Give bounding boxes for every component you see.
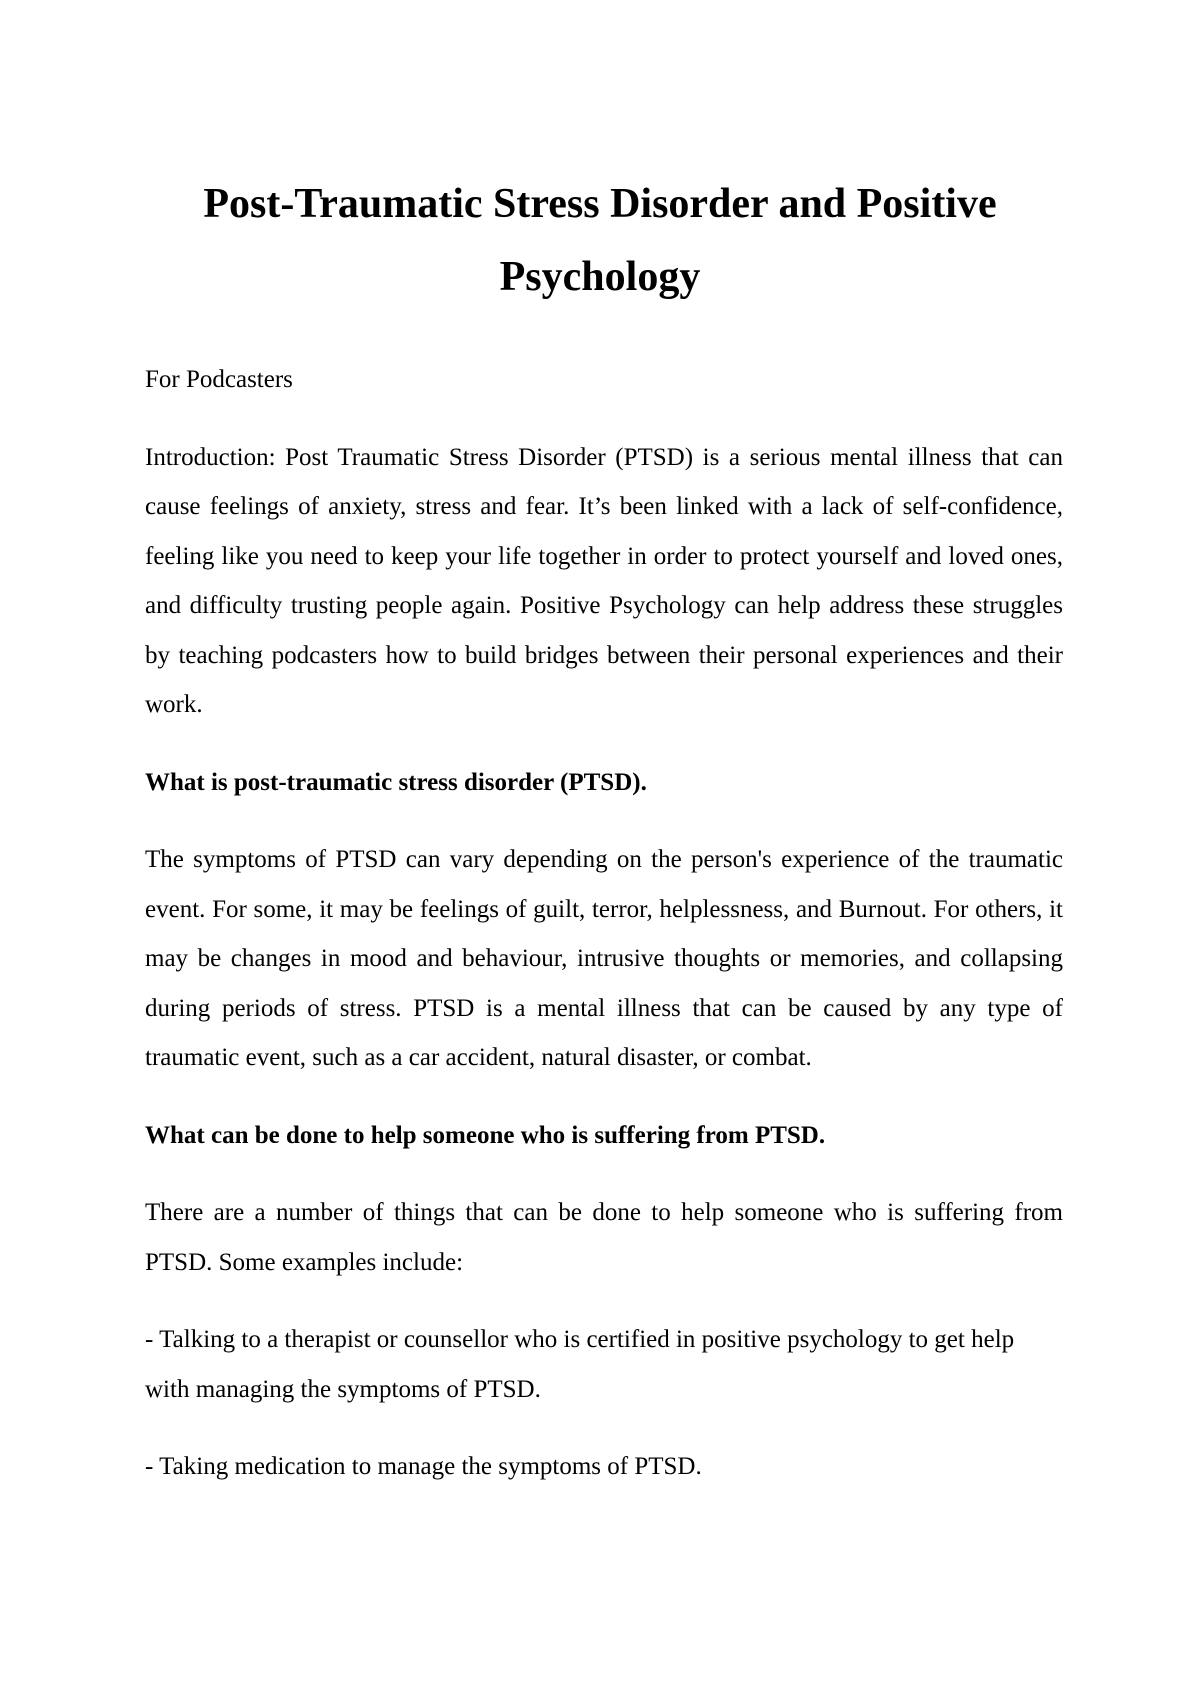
bullet-item-therapist: - Talking to a therapist or counsellor who is certified in positive psychology to get help with managing the symptoms of PTSD.	[145, 1326, 1015, 1403]
document-body	[145, 355, 1063, 1520]
section-body-symptoms: The symptoms of PTSD can vary depending on the person's experience of the traumatic event. For some, it may be feelings of guilt, terror, helplessness, and Burnout. For others, it may be changes in mood and behaviour, intrusive thoughts or memories, and collapsing during periods of stress. PTSD is a mental illness that can be caused by any type of traumatic event, such as a car accident, natural disaster, or combat.	[145, 846, 1063, 1071]
section-heading-how-to-help: What can be done to help someone who is suffering from PTSD.	[145, 1121, 826, 1149]
bullet-item-medication: - Taking medication to manage the symptoms of PTSD.	[145, 1453, 702, 1480]
document-subtitle: For Podcasters	[145, 366, 293, 393]
section-heading-what-is-ptsd: What is post-traumatic stress disorder (PTSD).	[145, 768, 647, 796]
section-body-help-intro: There are a number of things that can be done to help someone who is suffering from PTSD. Some examples include:	[145, 1199, 1063, 1276]
intro-paragraph: Introduction: Post Traumatic Stress Disorder (PTSD) is a serious mental illness that can cause feelings of anxiety, stress and fear. It’s been linked with a lack of self-confidence, feeling like you need to keep your life together in order to protect yourself and loved ones, and difficulty trusting people again. Positive Psychology can help address these struggles by teaching podcasters how to build bridges between their personal experiences and their work.	[145, 443, 1063, 718]
document-title: Post-Traumatic Stress Disorder and Positive Psychology	[203, 181, 997, 300]
